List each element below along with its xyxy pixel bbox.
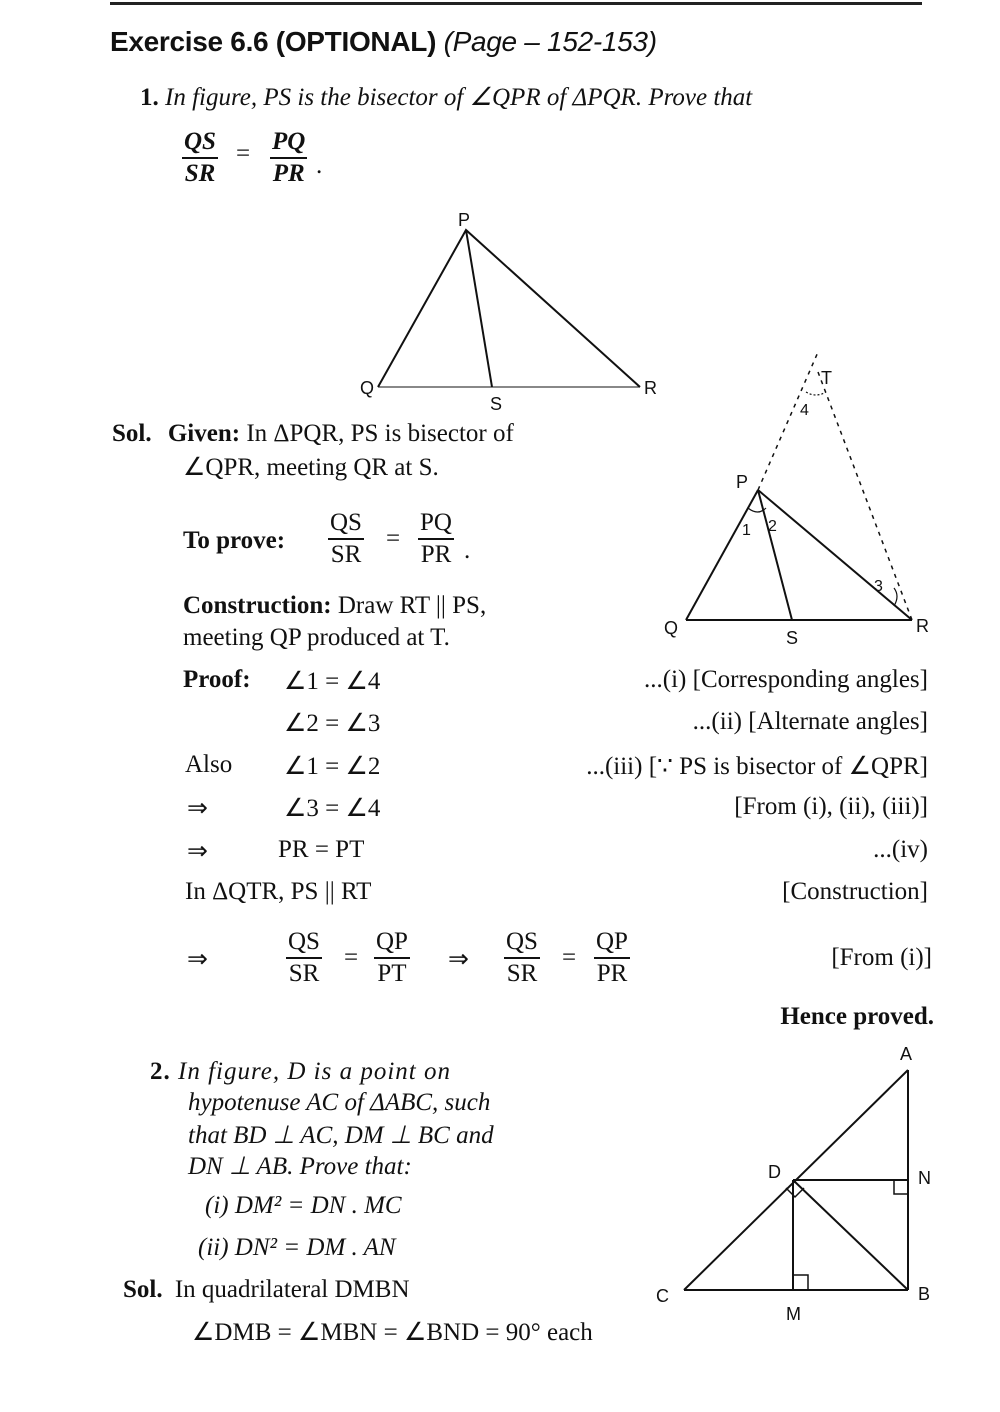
fraction-denominator: PR <box>596 960 628 987</box>
hence-proved: Hence proved. <box>780 1003 934 1030</box>
fig2-label-s: S <box>786 628 799 648</box>
proof-row-1-reason: ...(i) [Corresponding angles] <box>644 666 928 693</box>
question-2-line-4: DN ⊥ AB. Prove that: <box>188 1153 412 1180</box>
given-line-2: ∠QPR, meeting QR at S. <box>183 454 439 481</box>
fig1-label-s: S <box>490 394 503 414</box>
question-2-text-1: In figure, D is a point on <box>178 1058 451 1085</box>
sol-label: Sol. <box>123 1276 163 1303</box>
question-2-part-ii: (ii) DN² = DM . AN <box>198 1234 396 1261</box>
fig2-angle-2: 2 <box>768 518 777 535</box>
fraction-denominator: SR <box>288 960 320 987</box>
right-angle-d <box>786 1188 804 1197</box>
question-2-line-2: hypotenuse AC of ΔABC, such <box>188 1089 491 1116</box>
proof-row-3-statement: ∠1 = ∠2 <box>284 753 381 780</box>
fraction-numerator: QP <box>594 927 630 959</box>
given-label: Given: <box>167 420 241 447</box>
exercise-pages: (Page – 152-153) <box>443 26 657 57</box>
fraction-denominator: PT <box>377 960 407 987</box>
proof-row-2-reason: ...(ii) [Alternate angles] <box>692 708 928 735</box>
equals-sign: = <box>236 140 251 167</box>
sol-label: Sol. <box>112 420 152 447</box>
fig2-label-r: R <box>916 616 929 636</box>
proof-row-6-statement: In ΔQTR, PS || RT <box>185 878 372 905</box>
sol2-text-1: In quadrilateral DMBN <box>174 1276 410 1303</box>
fig3-label-b: B <box>918 1284 931 1304</box>
period: . <box>316 152 323 179</box>
sol2-line-2: ∠DMB = ∠MBN = ∠BND = 90° each <box>192 1319 593 1346</box>
question-1-text: In figure, PS is the bisector of ∠QPR of ΔPQR. Prove that <box>165 84 753 111</box>
fraction-denominator: PR <box>420 541 452 568</box>
fig2-angle-4: 4 <box>800 402 809 419</box>
fraction-denominator: SR <box>184 160 216 187</box>
proof-row-2-statement: ∠2 = ∠3 <box>284 710 381 737</box>
equals-sign: = <box>562 944 577 971</box>
construction-label: Construction: <box>183 592 332 619</box>
proof-row-4-reason: [From (i), (ii), (iii)] <box>734 793 928 820</box>
equals-sign: = <box>386 525 401 552</box>
sol2-line-1 <box>123 1276 410 1304</box>
fig3-label-n: N <box>918 1168 931 1188</box>
exercise-title: Exercise 6.6 (OPTIONAL) <box>110 26 437 57</box>
question-2-part-i: (i) DM² = DN . MC <box>205 1192 402 1219</box>
fig1-label-p: P <box>458 210 471 230</box>
line-bd <box>793 1180 908 1290</box>
fig1-label-r: R <box>644 378 657 398</box>
fig2-angle-3: 3 <box>874 578 883 595</box>
proof-row-5-reason: ...(iv) <box>873 836 928 863</box>
fig3-label-m: M <box>786 1304 801 1324</box>
right-angle-m <box>793 1275 808 1290</box>
fig2-angle-1: 1 <box>742 522 751 539</box>
proof-row-7-prefix: ⇒ <box>187 946 208 973</box>
fraction-numerator: QP <box>374 927 410 959</box>
question-1-number: 1. <box>140 84 159 111</box>
construction-text-1: Draw RT || PS, <box>337 592 487 619</box>
fig3-label-a: A <box>900 1044 913 1064</box>
proof-row-5-prefix: ⇒ <box>187 838 208 865</box>
fraction-numerator: PQ <box>418 508 454 540</box>
proof-row-7-implies: ⇒ <box>448 946 469 973</box>
proof-row-3-prefix: Also <box>185 751 233 778</box>
fraction-numerator: QS <box>504 927 540 959</box>
proof-row-1-statement: ∠1 = ∠4 <box>284 668 381 695</box>
equals-sign: = <box>344 944 359 971</box>
fig2-label-t: T <box>821 368 832 388</box>
proof-row-5-statement: PR = PT <box>278 836 365 863</box>
fig3-label-d: D <box>768 1162 781 1182</box>
question-2-number: 2. <box>150 1058 171 1085</box>
fraction-numerator: PQ <box>270 127 307 159</box>
fraction-numerator: QS <box>182 127 218 159</box>
proof-row-4-prefix: ⇒ <box>187 795 208 822</box>
fraction-denominator: SR <box>330 541 362 568</box>
fig2-label-p: P <box>736 472 749 492</box>
fraction-numerator: QS <box>286 927 322 959</box>
proof-label: Proof: <box>183 666 251 693</box>
fig3-label-c: C <box>656 1286 669 1306</box>
fraction-denominator: PR <box>272 160 305 187</box>
fraction-numerator: QS <box>328 508 364 540</box>
to-prove-label: To prove: <box>183 527 286 554</box>
proof-row-6-reason: [Construction] <box>782 878 928 905</box>
question-2-line-3: that BD ⊥ AC, DM ⊥ BC and <box>188 1122 494 1149</box>
right-angle-n <box>894 1180 908 1194</box>
fig1-label-q: Q <box>360 378 375 398</box>
period: . <box>464 537 471 564</box>
fig2-label-q: Q <box>664 618 679 638</box>
proof-row-3-reason: ...(iii) [∵ PS is bisector of ∠QPR] <box>586 753 928 780</box>
proof-row-4-statement: ∠3 = ∠4 <box>284 795 381 822</box>
proof-row-7-reason: [From (i)] <box>831 944 932 971</box>
fraction-denominator: SR <box>506 960 538 987</box>
given-line-1: In ΔPQR, PS is bisector of <box>246 420 514 447</box>
construction-line-2: meeting QP produced at T. <box>183 624 450 651</box>
